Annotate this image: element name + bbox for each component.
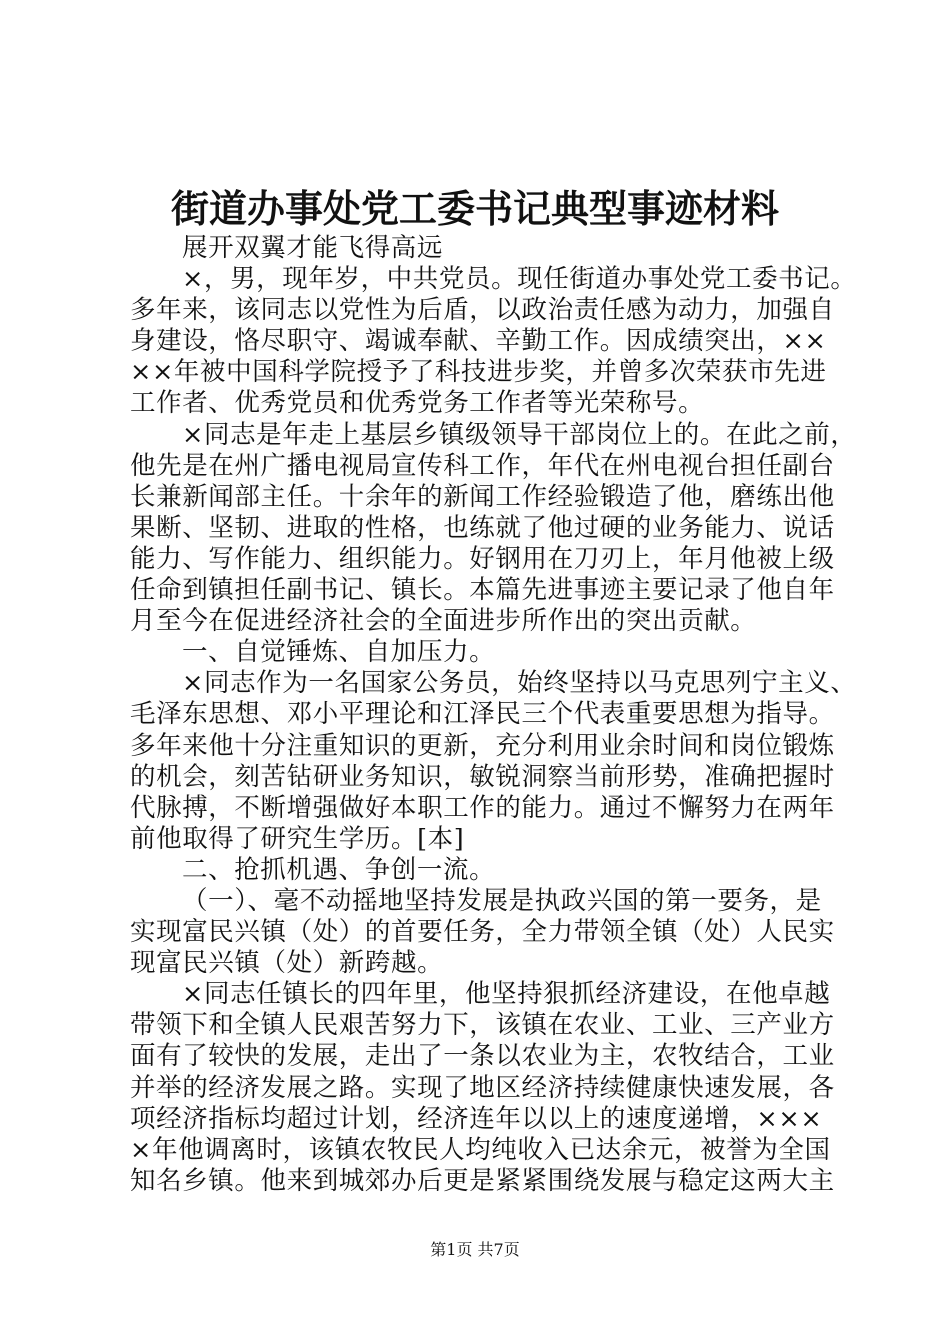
paragraph-line: 知名乡镇。他来到城郊办后更是紧紧围绕发展与稳定这两大主 [130, 1165, 835, 1196]
paragraph-line: 能力、写作能力、组织能力。好钢用在刀刃上，年月他被上级 [130, 543, 835, 574]
paragraph-line: 任命到镇担任副书记、镇长。本篇先进事迹主要记录了他自年 [130, 575, 835, 606]
paragraph-line: 项经济指标均超过计划，经济连年以以上的速度递增，××× [130, 1103, 823, 1134]
paragraph-line: 身建设，恪尽职守、竭诚奉献、辛勤工作。因成绩突出，×× [130, 326, 827, 357]
section-heading: 二、抢抓机遇、争创一流。 [182, 854, 496, 885]
paragraph-line: （一）、毫不动摇地坚持发展是执政兴国的第一要务，是 [182, 885, 822, 916]
paragraph-line: ×，男，现年岁，中共党员。现任街道办事处党工委书记。 [182, 264, 857, 295]
paragraph-line: ××年被中国科学院授予了科技进步奖，并曾多次荣获市先进 [130, 357, 827, 388]
document-title: 街道办事处党工委书记典型事迹材料 [170, 186, 779, 231]
paragraph-line: ×同志作为一名国家公务员，始终坚持以马克思列宁主义、 [182, 668, 857, 699]
paragraph-line: ×年他调离时，该镇农牧民人均纯收入已达余元，被誉为全国 [130, 1134, 831, 1165]
paragraph-line: 的机会，刻苦钻研业务知识，敏锐洞察当前形势，准确把握时 [130, 761, 835, 792]
paragraph-line: 带领下和全镇人民艰苦努力下，该镇在农业、工业、三产业方 [130, 1010, 835, 1041]
paragraph-line: 现富民兴镇（处）新跨越。 [130, 948, 444, 979]
paragraph-line: ×同志任镇长的四年里，他坚持狠抓经济建设，在他卓越 [182, 979, 831, 1010]
paragraph-line: 多年来，该同志以党性为后盾，以政治责任感为动力，加强自 [130, 295, 835, 326]
paragraph-line: 长兼新闻部主任。十余年的新闻工作经验锻造了他，磨练出他 [130, 481, 835, 512]
paragraph-line: 并举的经济发展之路。实现了地区经济持续健康快速发展，各 [130, 1072, 835, 1103]
subtitle-line: 展开双翼才能飞得高远 [182, 233, 444, 263]
paragraph-line: 多年来他十分注重知识的更新，充分利用业余时间和岗位锻炼 [130, 730, 835, 761]
paragraph-line: 实现富民兴镇（处）的首要任务，全力带领全镇（处）人民实 [130, 917, 835, 948]
paragraph-line: 工作者、优秀党员和优秀党务工作者等光荣称号。 [130, 388, 705, 419]
section-heading: 一、自觉锤炼、自加压力。 [182, 637, 496, 668]
paragraph-line: 他先是在州广播电视局宣传科工作，年代在州电视台担任副台 [130, 450, 835, 481]
paragraph-line: ×同志是年走上基层乡镇级领导干部岗位上的。在此之前， [182, 419, 857, 450]
paragraph-line: 面有了较快的发展，走出了一条以农业为主，农牧结合，工业 [130, 1041, 835, 1072]
paragraph-line: 月至今在促进经济社会的全面进步所作出的突出贡献。 [130, 606, 757, 637]
paragraph-line: 毛泽东思想、邓小平理论和江泽民三个代表重要思想为指导。 [130, 699, 835, 730]
document-body [130, 233, 857, 1197]
page-number-footer: 第1页 共7页 [430, 1240, 520, 1259]
paragraph-line: 前他取得了研究生学历。[本] [130, 823, 465, 854]
paragraph-line: 代脉搏，不断增强做好本职工作的能力。通过不懈努力在两年 [130, 792, 835, 823]
paragraph-line: 果断、坚韧、进取的性格，也练就了他过硬的业务能力、说话 [130, 512, 835, 543]
